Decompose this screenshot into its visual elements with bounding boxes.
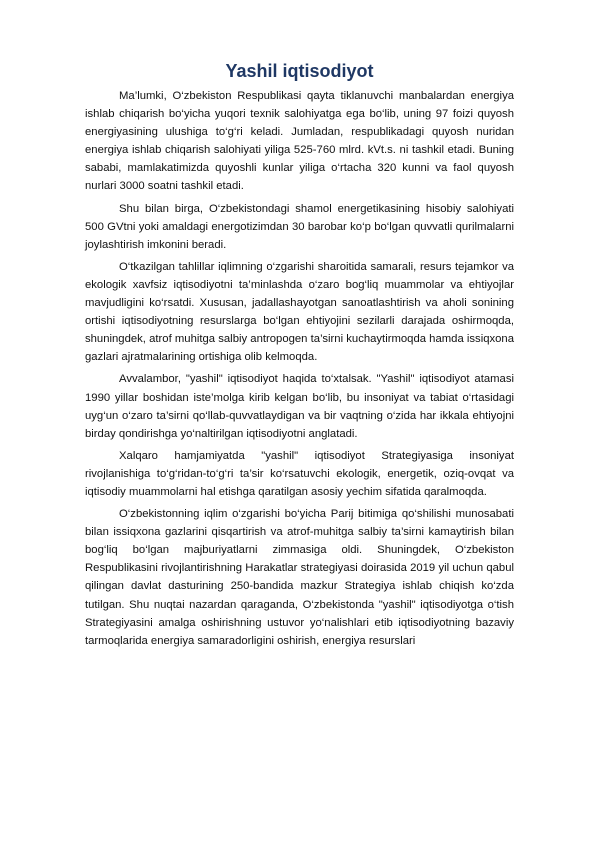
page-title: Yashil iqtisodiyot — [225, 61, 374, 81]
paragraph-4: Avvalambor, "yashil" iqtisodiyot haqida to‘xtalsak. "Yashil" iqtisodiyot atamasi 1990 yillar boshidan iste’molga kirib kelgan bo‘lib, bu insoniyat va tabiat o‘rtasidagi uyg‘un o‘zaro ta’sirni qo‘llab-quvvatlaydigan va bir vaqtning o‘zida har ikkala ehtiyojni birday qondirishga yo‘naltirilgan iqtisodiyotni anglatadi. — [85, 373, 514, 440]
paragraph-6: O‘zbekistonning iqlim o‘zgarishi bo‘yicha Parij bitimiga qo‘shilishi munosabati bilan issiqxona gazlarini qisqartirish va atrof-muhitga salbiy ta’sirni kamaytirish bilan bog‘liq bo‘lgan majburiyatlarni zimmasiga oldi. Shuningdek, O‘zbekiston Respublikasini rivojlantirishning Harakatlar strategiyasi doirasida 2019 yil uchun qabul qilingan davlat dasturining 250-bandida mazkur Strategiya ishlab chiqish ko‘zda tutilgan. Shu nuqtai nazardan qaraganda, O‘zbekistonda "yashil" iqtisodiyotga o‘tish Strategiyasini amalga oshirishning ustuvor yo‘nalishlari etib iqtisodiyotning bazaviy tarmoqlarida energiya samaradorligini oshirish, energiya resurslari — [85, 508, 514, 647]
paragraph-5: Xalqaro hamjamiyatda "yashil" iqtisodiyot Strategiyasiga insoniyat rivojlanishiga to‘g‘ridan-to‘g‘ri ta’sir ko‘rsatuvchi ekologik, energetik, oziq-ovqat va iqtisodiy muammolarni hal etishga qaratilgan asosiy yechim sifatida qaralmoqda. — [85, 449, 514, 498]
paragraph-2: Shu bilan birga, O‘zbekistondagi shamol energetikasining hisobiy salohiyati 500 GVtni yoki amaldagi energotizimdan 30 barobar ko‘p bo‘lgan quvvatli qurilmalarni joylashtirish imkonini beradi. — [85, 202, 514, 251]
paragraph-1: Ma’lumki, O‘zbekiston Respublikasi qayta tiklanuvchi manbalardan energiya ishlab chiqarish bo‘yicha yuqori texnik salohiyatga ega bo‘lib, uning 97 foizi quyosh energiyasining ulushiga to‘g‘ri keladi. Jumladan, respublikadagi quyosh nuridan energiya ishlab chiqarish salohiyati yiliga 525-760 mlrd. kVt.s. ni tashkil etadi. Buning sababi, mamlakatimizda quyoshli kunlar yiliga o‘rtacha 320 kunni va faol quyosh nurlari 3000 soatni tashkil etadi. — [85, 90, 514, 193]
paragraph-3: O‘tkazilgan tahlillar iqlimning o‘zgarishi sharoitida samarali, resurs tejamkor va ekologik xavfsiz iqtisodiyotni ta’minlashda o‘zaro bog‘liq muammolar va ehtiyojlar mavjudligini ko‘rsatdi. Xususan, jadallashayotgan sanoatlashtirish va aholi sonining ortishi iqtisodiyotning resurslarga bo‘lgan ehtiyojini sezilarli darajada oshirmoqda, shuningdek, atrof muhitga salbiy antropogen ta’sirni kuchaytirmoqda hamda issiqxona gazlari ajratmalarining ortishiga olib kelmoqda. — [85, 260, 514, 364]
